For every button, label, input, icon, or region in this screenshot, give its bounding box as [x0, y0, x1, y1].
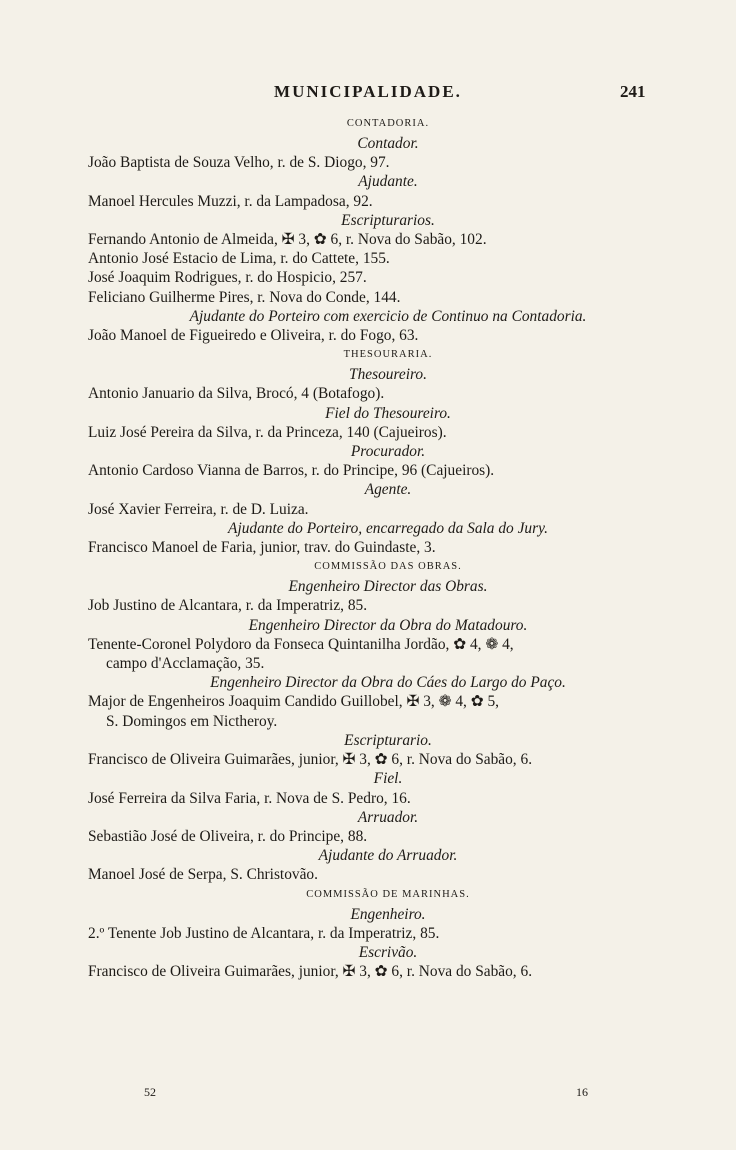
- entry-line: Antonio Januario da Silva, Brocó, 4 (Botafogo).: [88, 385, 385, 403]
- role-heading: Contador.: [357, 135, 419, 152]
- role-heading: Fiel do Thesoureiro.: [325, 404, 451, 422]
- entry-line: Luiz José Pereira da Silva, r. da Princeza, 140 (Cajueiros).: [88, 423, 447, 441]
- entry-continuation: S. Domingos em Nictheroy.: [106, 712, 278, 730]
- entry-line: Manoel Hercules Muzzi, r. da Lampadosa, 92.: [88, 192, 373, 210]
- signature-mark-right: 16: [576, 1085, 588, 1099]
- entry-line: José Ferreira da Silva Faria, r. Nova de S. Pedro, 16.: [88, 789, 411, 807]
- entry-line: Francisco de Oliveira Guimarães, junior, ✠ 3, ✿ 6, r. Nova do Sabão, 6.: [88, 963, 533, 981]
- role-heading: Escrivão.: [358, 943, 418, 961]
- entry-line: João Baptista de Souza Velho, r. de S. Diogo, 97.: [88, 154, 390, 172]
- signature-mark-left: 52: [144, 1085, 156, 1099]
- role-heading: Agente.: [364, 481, 412, 499]
- entry-line: João Manoel de Figueiredo e Oliveira, r. do Fogo, 63.: [88, 327, 419, 345]
- entry-continuation: campo d'Acclamação, 35.: [106, 655, 265, 673]
- entry-line: Feliciano Guilherme Pires, r. Nova do Conde, 144.: [88, 288, 401, 306]
- section-heading: COMMISSÃO DAS OBRAS.: [314, 561, 462, 573]
- entry-line: Fernando Antonio de Almeida, ✠ 3, ✿ 6, r. Nova do Sabão, 102.: [88, 231, 487, 249]
- role-heading: Engenheiro Director da Obra do Matadouro.: [248, 616, 528, 634]
- role-heading: Arruador.: [357, 808, 419, 826]
- entry-line: José Xavier Ferreira, r. de D. Luiza.: [88, 500, 309, 518]
- role-heading: Engenheiro Director da Obra do Cáes do Largo do Paço.: [210, 674, 566, 692]
- role-heading: Escripturarios.: [341, 211, 435, 229]
- section-heading: CONTADORIA.: [346, 118, 430, 129]
- role-heading: Escripturario.: [344, 731, 432, 749]
- role-heading: Ajudante.: [358, 173, 418, 191]
- role-heading: Thesoureiro.: [349, 366, 427, 384]
- page-title: MUNICIPALIDADE.: [274, 82, 462, 101]
- entry-line: Major de Engenheiros Joaquim Candido Guillobel, ✠ 3, ❁ 4, ✿ 5,: [88, 693, 500, 711]
- role-heading: Engenheiro.: [350, 905, 426, 923]
- entry-line: José Joaquim Rodrigues, r. do Hospicio, 257.: [88, 269, 367, 287]
- section-heading: THESOURARIA.: [343, 349, 433, 361]
- role-heading: Engenheiro Director das Obras.: [288, 578, 488, 596]
- entry-line: Sebastião José de Oliveira, r. do Principe, 88.: [88, 827, 368, 845]
- page-number: 241: [620, 82, 646, 101]
- entry-line: Francisco Manoel de Faria, junior, trav. do Guindaste, 3.: [88, 539, 436, 557]
- role-heading: Ajudante do Arruador.: [318, 847, 458, 865]
- entry-line: Francisco de Oliveira Guimarães, junior, ✠ 3, ✿ 6, r. Nova do Sabão, 6.: [88, 751, 533, 769]
- entry-line: Antonio José Estacio de Lima, r. do Cattete, 155.: [88, 250, 390, 268]
- entry-line: Manoel José de Serpa, S. Christovão.: [88, 866, 318, 884]
- entry-line: Tenente-Coronel Polydoro da Fonseca Quintanilha Jordão, ✿ 4, ❁ 4,: [88, 635, 514, 653]
- directory-listing: [88, 114, 688, 981]
- role-heading: Ajudante do Porteiro com exercicio de Continuo na Contadoria.: [189, 307, 587, 325]
- section-heading: COMMISSÃO DE MARINHAS.: [306, 888, 470, 900]
- entry-line: Antonio Cardoso Vianna de Barros, r. do Principe, 96 (Cajueiros).: [88, 462, 495, 480]
- entry-line: Job Justino de Alcantara, r. da Imperatriz, 85.: [88, 597, 368, 615]
- entry-line: 2.º Tenente Job Justino de Alcantara, r. da Imperatriz, 85.: [88, 924, 440, 942]
- role-heading: Fiel.: [373, 770, 403, 788]
- role-heading: Ajudante do Porteiro, encarregado da Sala do Jury.: [228, 519, 548, 537]
- role-heading: Procurador.: [350, 443, 426, 461]
